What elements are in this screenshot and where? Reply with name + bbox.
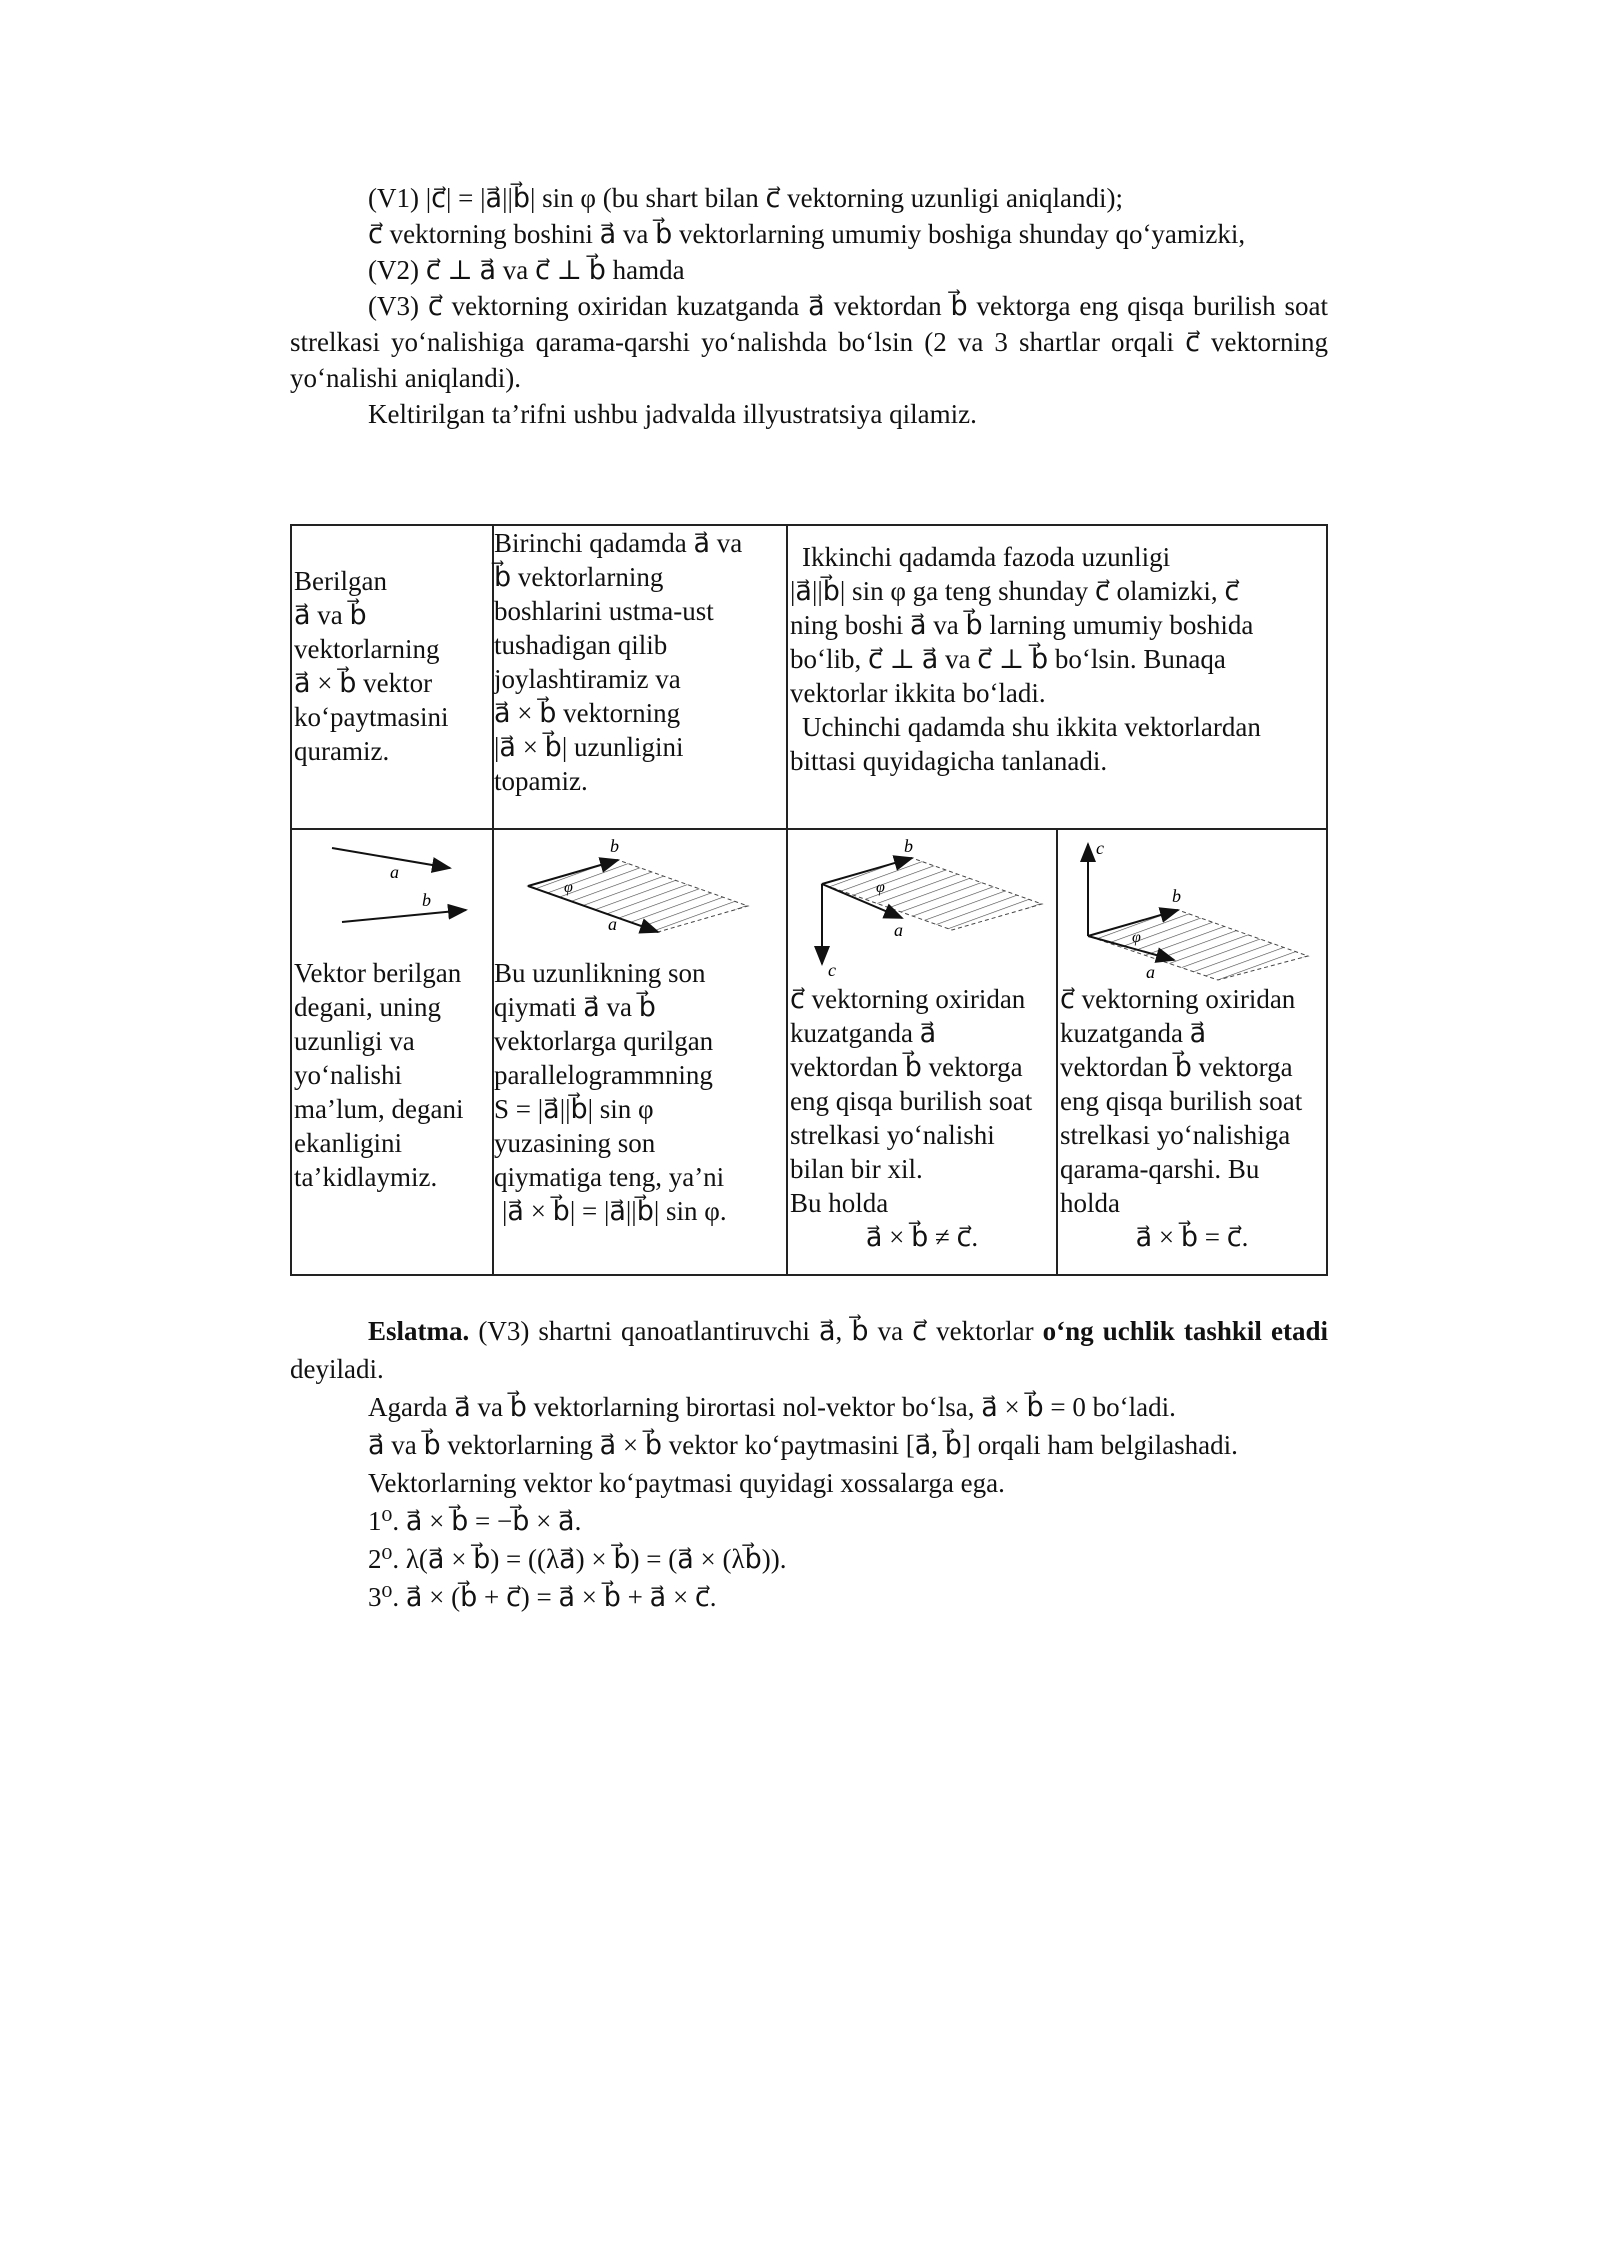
cell-r2c1: Vektor berilgan degani, uning uzunligi va yo‘nalishi ma’lum, degani ekanligini ta’kidlaymiz. xyxy=(294,958,464,1192)
figure-c-up xyxy=(1062,832,1324,982)
svg-text:φ: φ xyxy=(1132,929,1141,946)
svg-text:c⃗: c⃗ xyxy=(828,960,850,980)
vector-b-arrow xyxy=(342,910,466,922)
property-3: 3⁰. a⃗ × (b⃗ + c⃗) = a⃗ × b⃗ + a⃗ × c⃗. xyxy=(368,1582,717,1612)
svg-text:c⃗: c⃗ xyxy=(1096,838,1118,858)
notation-note: a⃗ va b⃗ vektorlarning a⃗ × b⃗ vektor ko‘paytmasini [a⃗, b⃗] orqali ham belgilashadi. xyxy=(368,1430,1238,1460)
svg-text:b⃗: b⃗ xyxy=(1172,886,1196,906)
property-2: 2⁰. λ(a⃗ × b⃗) = ((λa⃗) × b⃗) = (a⃗ × (λb⃗)). xyxy=(368,1544,787,1574)
condition-v2: (V2) c⃗ ⊥ a⃗ va c⃗ ⊥ b⃗ hamda xyxy=(368,255,685,285)
cell-r1c2: Birinchi qadamda a⃗ va b⃗ vektorlarning boshlarini ustma-ust tushadigan qilib joylashtiramiz va a⃗ × b⃗ vektorning |a⃗ × b⃗| uzunligini topamiz. xyxy=(494,528,743,796)
formula-not-equal: a⃗ × b⃗ ≠ c⃗. xyxy=(865,1222,979,1252)
properties-lead: Vektorlarning vektor ko‘paytmasi quyidagi xossalarga ega. xyxy=(368,1468,1005,1498)
illustration-table xyxy=(290,524,1328,1276)
property-1: 1⁰. a⃗ × b⃗ = −b⃗ × a⃗. xyxy=(368,1506,582,1536)
zero-vector-note: Agarda a⃗ va b⃗ vektorlarning birortasi nol-vektor bo‘lsa, a⃗ × b⃗ = 0 bo‘ladi. xyxy=(368,1392,1176,1422)
cell-r2c3: c⃗ vektorning oxiridan kuzatganda a⃗ vektordan b⃗ vektorga eng qisqa burilish soat strelkasi yo‘nalishi bilan bir xil. Bu holda a⃗ × b⃗ ≠ c⃗. xyxy=(790,982,1054,1254)
svg-text:b⃗: b⃗ xyxy=(904,836,928,856)
intro-section xyxy=(290,180,1328,432)
figure-c-down xyxy=(792,832,1054,982)
table-lead: Keltirilgan ta’rifni ushbu jadvalda illyustratsiya qilamiz. xyxy=(368,399,977,429)
cell-r1c3: Ikkinchi qadamda fazoda uzunligi |a⃗||b⃗| sin φ ga teng shunday c⃗ olamizki, c⃗ ning boshi a⃗ va b⃗ larning umumiy boshida bo‘lib, c⃗ ⊥ a⃗ va c⃗ ⊥ b⃗ bo‘lsin. Bunaqa vektorlar ikkita bo‘ladi. Uchinchi qadamda shu ikkita vektorlardan bittasi quyidagicha tanlanadi. xyxy=(790,542,1261,776)
condition-v3: (V3) c⃗ vektorning oxiridan kuzatganda a⃗ vektordan b⃗ vektorga eng qisqa burilish soat strelkasi yo‘nalishiga qarama-qarshi yo‘nalishda bo‘lsin (2 va 3 shartlar orqali c⃗ vektorning yo‘nalishi aniqlandi). xyxy=(290,291,1328,393)
after-section xyxy=(290,1312,1328,1616)
svg-text:φ: φ xyxy=(564,879,573,896)
label-b: b⃗ xyxy=(422,890,446,910)
figure-parallelogram xyxy=(498,834,782,946)
label-a: a⃗ xyxy=(390,862,414,882)
svg-text:a⃗: a⃗ xyxy=(894,920,918,940)
svg-text:φ: φ xyxy=(876,879,885,896)
intro-line-2: c⃗ vektorning boshini a⃗ va b⃗ vektorlarning umumiy boshiga shunday qo‘yamizki, xyxy=(368,219,1246,249)
cell-r2c2: Bu uzunlikning son qiymati a⃗ va b⃗ vektorlarga qurilgan parallelogrammning S = |a⃗||b⃗| sin φ yuzasining son qiymatiga teng, ya’ni |a⃗ × b⃗| = |a⃗||b⃗| sin φ. xyxy=(494,958,727,1226)
note-paragraph: Eslatma. (V3) shartni qanoatlantiruvchi a⃗, b⃗ va c⃗ vektorlar o‘ng uchlik tashkil etadi deyiladi. xyxy=(290,1316,1329,1384)
svg-text:b⃗: b⃗ xyxy=(610,836,634,856)
svg-text:a⃗: a⃗ xyxy=(608,914,632,934)
condition-v1: (V1) |c⃗| = |a⃗||b⃗| sin φ (bu shart bilan c⃗ vektorning uzunligi aniqlandi); xyxy=(368,183,1123,213)
svg-text:a⃗: a⃗ xyxy=(1146,962,1170,982)
cell-r1c1: Berilgan a⃗ va b⃗ vektorlarning a⃗ × b⃗ vektor ko‘paytmasini quramiz. xyxy=(294,566,449,766)
figure-given-vectors xyxy=(302,834,488,946)
cell-r2c4: c⃗ vektorning oxiridan kuzatganda a⃗ vektordan b⃗ vektorga eng qisqa burilish soat strelkasi yo‘nalishiga qarama-qarshi. Bu holda a⃗ × b⃗ = c⃗. xyxy=(1060,982,1324,1254)
formula-equal: a⃗ × b⃗ = c⃗. xyxy=(1135,1222,1249,1252)
